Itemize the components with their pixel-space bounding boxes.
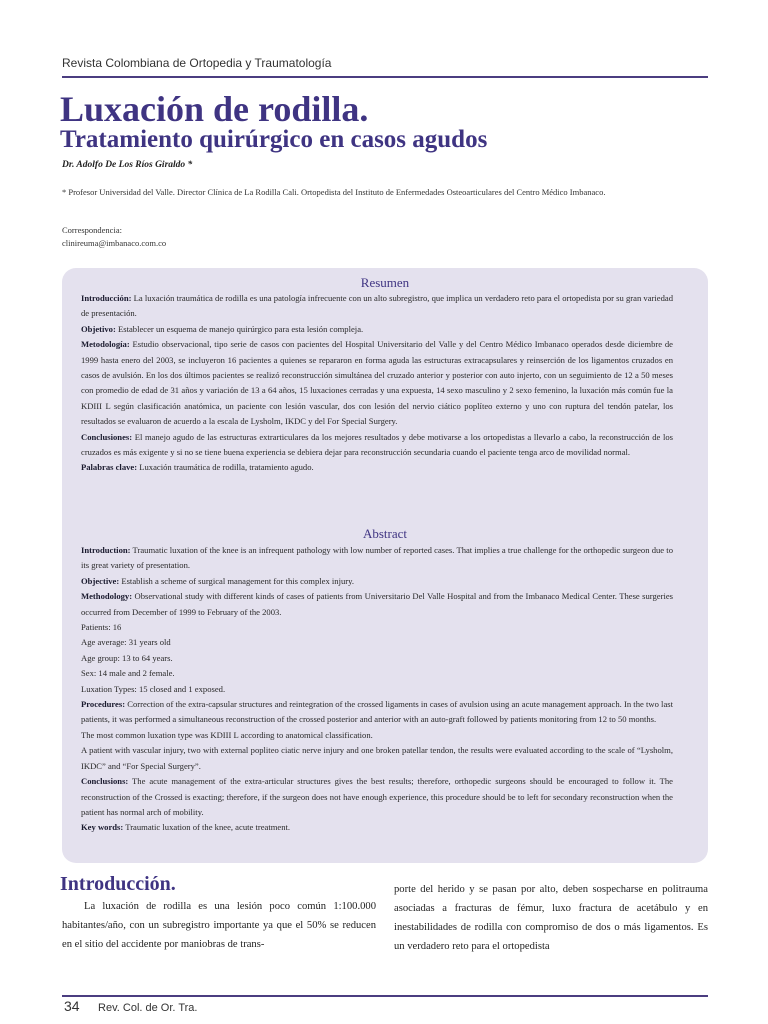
abstract-paragraph: Luxation Types: 15 closed and 1 exposed. — [81, 683, 226, 694]
journal-abbreviation: Rev. Col. de Or. Tra. — [98, 1002, 198, 1014]
resumen-paragraph: Objetivo: Establecer un esquema de manejo quirúrgico para esta lesión compleja. — [81, 323, 364, 334]
resumen-paragraph: Conclusiones: El manejo agudo de las estructuras extrarticulares da los mejores resultados y debe motivarse a los ortopedistas a llevarlo a cabo, la reconstrucción de los cruzados es más exigente y si no se tiene buena experiencia se debiera dejar para reconstrucción secundaria cuando el paciente tenga arco de movilidad normal. — [81, 431, 673, 458]
abstract-paragraph: Sex: 14 male and 2 female. — [81, 668, 175, 679]
author-line: Dr. Adolfo De Los Ríos Giraldo * — [62, 160, 193, 170]
author-affiliation: * Profesor Universidad del Valle. Director Clínica de La Rodilla Cali. Ortopedista del Instituto de Enfermedades Osteoarticulares del Centro Médico Imbanaco. — [62, 187, 606, 197]
correspondence-label: Correspondencia: — [62, 225, 122, 235]
correspondence-email[interactable]: clinireuma@imbanaco.com.co — [62, 238, 167, 248]
abstract-text — [81, 543, 673, 836]
abstract-paragraph: Age group: 13 to 64 years. — [81, 652, 173, 663]
footer-rule — [62, 995, 708, 997]
resumen-heading: Resumen — [360, 275, 410, 290]
abstract-paragraph: The most common luxation type was KDIII L according to anatomical classification. — [81, 729, 373, 740]
abstract-paragraph: Objective: Establish a scheme of surgical management for this complex injury. — [81, 575, 355, 586]
abstract-heading: Abstract — [362, 526, 408, 541]
correspondence-block — [62, 224, 166, 250]
page-number: 34 — [64, 998, 80, 1014]
page-footer — [64, 998, 197, 1016]
abstract-paragraph: Introduction: Traumatic luxation of the knee is an infrequent pathology with low number of reported cases. That implies a true challenge for the orthopedic surgeon due to its great variety of presentation. — [81, 545, 673, 571]
abstract-paragraph: Conclusions: The acute management of the extra-articular structures gives the best results; therefore, orthopedic surgeons should be encouraged to follow it. The reconstruction of the Crossed is exacting; therefore, if the surgeon does not have enough experience, this procedure should be to left for secondary reconstruction when the patient has normal arch of mobility. — [81, 776, 673, 817]
resumen-paragraph: Introducción: La luxación traumática de rodilla es una patología infrecuente con un alto subregistro, que implica un verdadero reto para el ortopedista por su gran variedad de presentación. — [81, 293, 673, 319]
header-rule — [62, 76, 708, 78]
introduction-left-column: La luxación de rodilla es una lesión poco común 1:100.000 habitantes/año, con un subregistro importante ya que el 50% se reducen en el sitio del accidente por maniobras de trans- — [62, 901, 376, 950]
abstract-paragraph: Key words: Traumatic luxation of the knee, acute treatment. — [81, 822, 291, 833]
abstract-paragraph: Age average: 31 years old — [81, 637, 171, 648]
abstract-paragraph: Procedures: Correction of the extra-capsular structures and reintegration of the crossed ligaments in cases of avulsion using an acute management approach. In the two last patients, it was performed a simultaneous reconstruction of the crossed posterior and anterior with an auto-graft followed by patients monitoring from 12 to 50 months. — [81, 699, 673, 725]
resumen-paragraph: Metodología: Estudio observacional, tipo serie de casos con pacientes del Hospital Universitario del Valle y del Centro Médico Imbanaco operados desde diciembre de 1999 hasta enero del 2003, se incluyeron 16 pacientes a quienes se repararon en forma aguda las estructuras extracapsulares y reinserción de los ligamentos cruzados en casos de avulsión. En los dos últimos pacientes se realizó reconstrucción simultánea del cruzado anterior y posterior con auto injerto, con un seguimiento de 12 a 50 meses con promedio de edad de 31 años y variación de 13 a 64 años, 15 luxaciones cerradas y una expuesta, 14 sexo masculino y 2 sexo femenino, la luxación más común fue la KDIII L según clasificación anatómica, un paciente con lesión vascular, dos con lesión del nervio ciático poplíteo externo y uno con ruptura del tendón patelar, los resultados se evaluaron de acuerdo a la escala de Lysholm, IKDC y del For Special Surgery. — [81, 339, 673, 427]
article-title: Luxación de rodilla. — [60, 89, 369, 129]
resumen-paragraph: Palabras clave: Luxación traumática de rodilla, tratamiento agudo. — [81, 462, 314, 473]
journal-header: Revista Colombiana de Ortopedia y Traumatología — [62, 56, 332, 70]
abstract-box — [62, 268, 708, 863]
introduction-heading: Introducción. — [60, 873, 176, 895]
resumen-text — [81, 291, 673, 476]
abstract-paragraph: Patients: 16 — [81, 622, 122, 633]
article-subtitle: Tratamiento quirúrgico en casos agudos — [60, 126, 488, 153]
abstract-paragraph: A patient with vascular injury, two with external popliteo ciatic nerve injury and one broken patellar tendon, the results were evaluated according to the scale of “Lysholm, IKDC” and “For Special Surgery”. — [81, 745, 673, 771]
introduction-right-column: porte del herido y se pasan por alto, deben sospecharse en politrauma asociadas a fracturas de fémur, luxo fractura de acetábulo y en inestabilidades de rodilla con compromiso de dos o más ligamentos. Es un verdadero reto para el ortopedista — [394, 884, 708, 952]
abstract-paragraph: Methodology: Observational study with different kinds of cases of patients from Universitario Del Valle Hospital and from the Imbanaco Medical Center. These surgeries occurred from December of 1999 to February of the 2003. — [81, 591, 673, 617]
